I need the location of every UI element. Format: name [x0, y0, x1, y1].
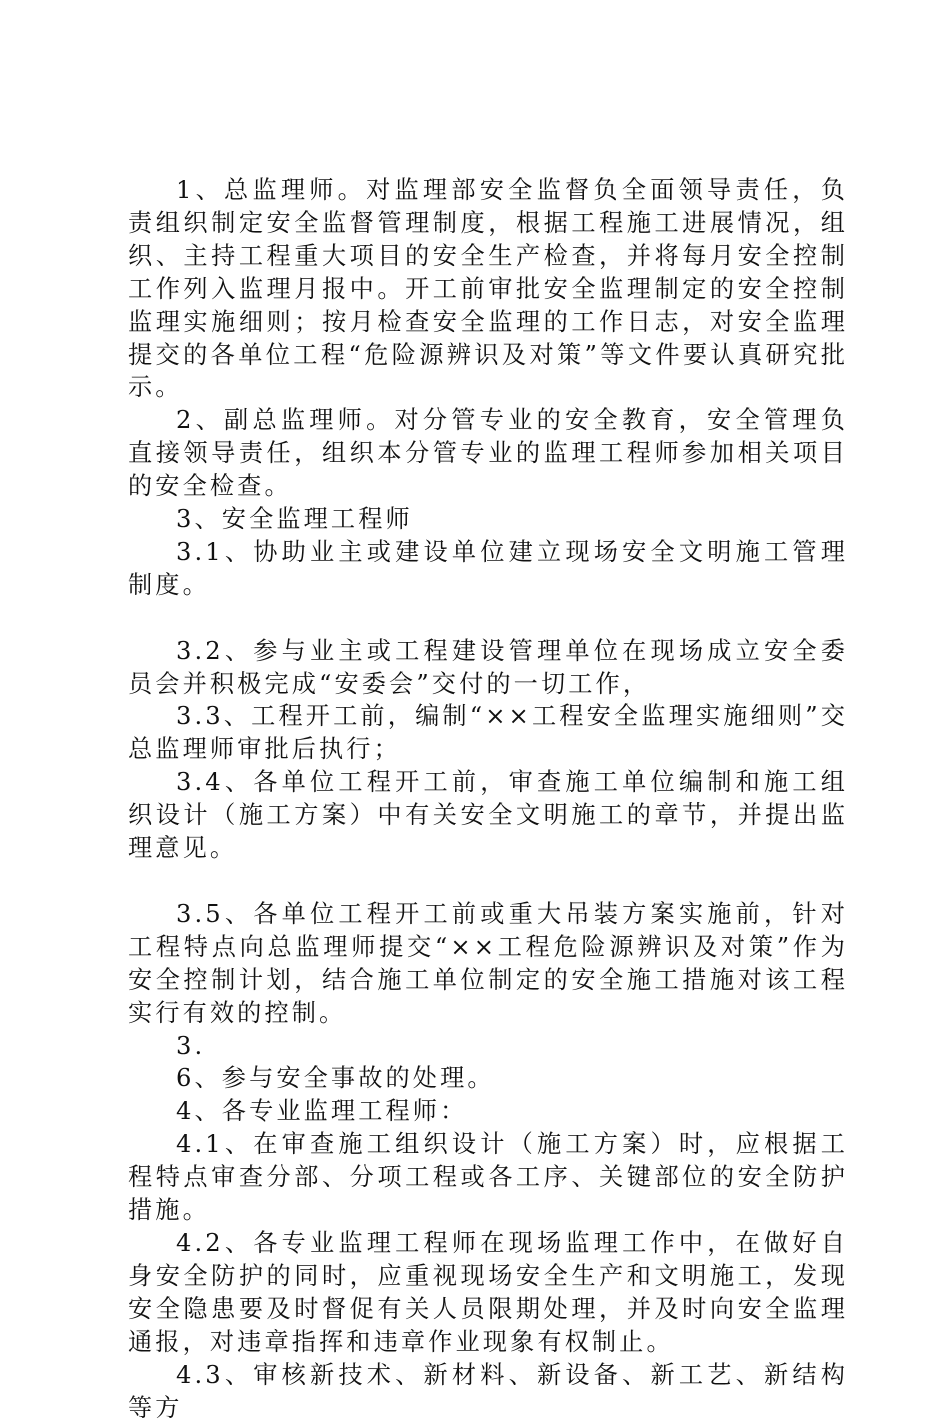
document-body: [128, 174, 848, 1424]
paragraph-6: 6、参与安全事故的处理。: [176, 1064, 495, 1093]
paragraph-gap: [128, 602, 848, 635]
paragraph-deputy-chief-supervisor: 2、副总监理师。对分管专业的安全教育，安全管理负直接领导责任，组织本分管专业的监理工程师参加相关项目的安全检查。: [128, 406, 848, 501]
paragraph-3-3: 3.3、工程开工前，编制“××工程安全监理实施细则”交总监理师审批后执行；: [128, 702, 848, 764]
paragraph-3-fragment: 3.: [176, 1031, 206, 1060]
paragraph-3-2: 3.2、参与业主或工程建设管理单位在现场成立安全委员会并积极完成“安委会”交付的一切工作，: [128, 636, 848, 698]
paragraph-specialist-engineers-heading: 4、各专业监理工程师：: [176, 1097, 468, 1126]
paragraph-3-5: 3.5、各单位工程开工前或重大吊装方案实施前，针对工程特点向总监理师提交“××工程危险源辨识及对策”作为安全控制计划，结合施工单位制定的安全施工措施对该工程实行有效的控制。: [128, 899, 848, 1027]
paragraph-3-1: 3.1、协助业主或建设单位建立现场安全文明施工管理制度。: [128, 537, 848, 599]
paragraph-gap: [128, 865, 848, 898]
paragraph-4-3: 4.3、审核新技术、新材料、新设备、新工艺、新结构等方: [128, 1360, 848, 1422]
paragraph-chief-supervisor: 1、总监理师。对监理部安全监督负全面领导责任，负责组织制定安全监督管理制度，根据工程施工进展情况，组织、主持工程重大项目的安全生产检查，并将每月安全控制工作列入监理月报中。开工前审批安全监理制定的安全控制监理实施细则；按月检查安全监理的工作日志，对安全监理提交的各单位工程“危险源辨识及对策”等文件要认真研究批示。: [128, 176, 848, 402]
paragraph-3-4: 3.4、各单位工程开工前，审查施工单位编制和施工组织设计（施工方案）中有关安全文明施工的章节，并提出监理意见。: [128, 768, 848, 863]
paragraph-4-1: 4.1、在审查施工组织设计（施工方案）时，应根据工程特点审查分部、分项工程或各工序、关键部位的安全防护措施。: [128, 1130, 848, 1225]
paragraph-4-2: 4.2、各专业监理工程师在现场监理工作中，在做好自身安全防护的同时，应重视现场安全生产和文明施工，发现安全隐患要及时督促有关人员限期处理，并及时向安全监理通报，对违章指挥和违章作业现象有权制止。: [128, 1228, 848, 1356]
paragraph-safety-engineer-heading: 3、安全监理工程师: [176, 505, 413, 534]
